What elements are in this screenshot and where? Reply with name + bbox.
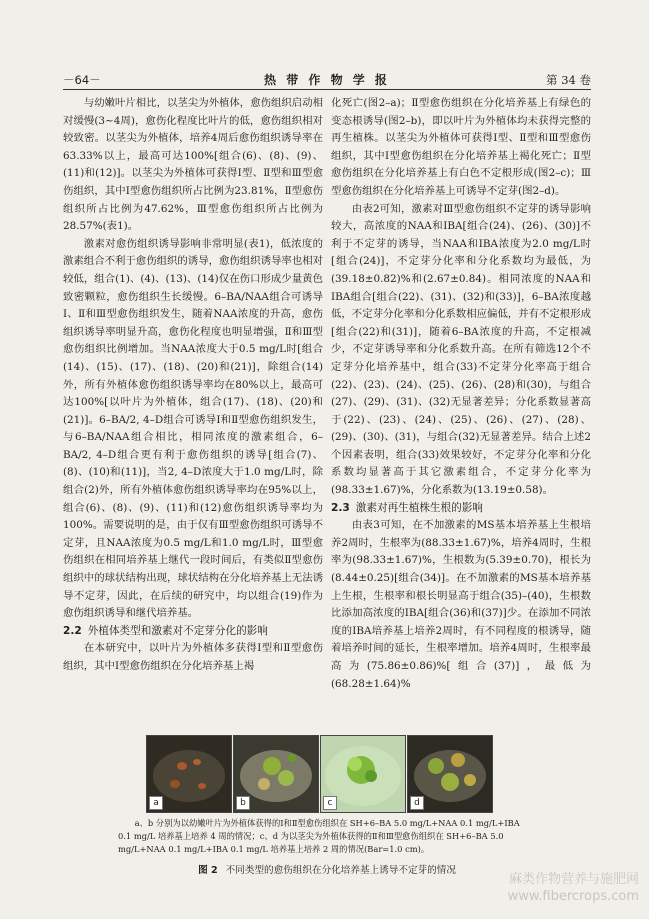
left-column: [63, 95, 323, 676]
section-number: 2.2: [63, 624, 82, 637]
section-title: 外植体类型和激素对不定芽分化的影响: [87, 624, 268, 637]
page-number: －64－: [63, 73, 101, 87]
photo-panel-c: [320, 735, 406, 813]
panel-label: b: [236, 796, 250, 810]
figure-photos: [146, 735, 492, 811]
section-number: 2.3: [331, 501, 350, 514]
panel-label: c: [323, 796, 337, 810]
photo-panel-d: [407, 735, 493, 813]
watermark-line: 麻类作物营养与施肥网: [508, 872, 639, 887]
photo-panel-b: [233, 735, 319, 813]
panel-label: a: [149, 796, 163, 810]
section-heading: [331, 500, 591, 518]
paragraph-continued: 化死亡(图2–a)；Ⅱ型愈伤组织在分化培养基上有绿色的变态根诱导(图2–b)，即以叶片为外植体均未获得完整的再生植株。以茎尖为外植体可获得Ⅰ型、Ⅱ型和Ⅲ型愈伤组织，其中Ⅰ型愈伤组织在分化培养基上褐化死亡；Ⅱ型愈伤组织在分化培养基上有白色不定根形成(图2–c)；Ⅲ型愈伤组织在分化培养基上可诱导不定芽(图2–d)。: [331, 97, 591, 197]
paragraph: 由表3可知，在不加激素的MS基本培养基上生根培养2周时，生根率为(88.33±1.67)%，培养4周时，生根率为(98.33±1.67)%，生根数为(5.39±0.70)，根长为(8.44±0.25)[组合(34)]。在不加激素的MS基本培养基上生根，生根率和根长明显高于组合(35)–(40)，生根数比添加高浓度的IBA[组合(36)和(37)]少。在添加不同浓度的IBA培养基上培养2周时，有不同程度的根诱导，随着培养时间的延长，生根率增加。培养4周时，生根率最高为(75.86±0.86)%[组合(37)]，最低为(68.28±1.64)%: [331, 519, 591, 690]
paragraph: 在本研究中，以叶片为外植体多获得Ⅰ型和Ⅱ型愈伤组织，其中Ⅰ型愈伤组织在分化培养基上褐: [63, 642, 323, 672]
section-heading: [63, 623, 323, 641]
volume-label: 第 34 卷: [546, 73, 591, 87]
journal-title: 热 带 作 物 学 报: [264, 73, 390, 87]
figure-number: 图 2: [198, 865, 218, 876]
figure-caption-text: 不同类型的愈伤组织在分化培养基上诱导不定芽的情况: [225, 865, 456, 876]
right-column: [331, 95, 591, 693]
paragraph: 与幼嫩叶片相比，以茎尖为外植体，愈伤组织启动相对缓慢(3~4周)，愈伤化程度比叶片的低，愈伤组织相对较致密。以茎尖为外植体，培养4周后愈伤组织诱导率在63.33%以上，最高可达100%[组合(6)、(8)、(9)、(11)和(12)]。以茎尖为外植体可获得Ⅰ型、Ⅱ型和Ⅲ型愈伤组织，其中Ⅰ型愈伤组织所占比例为23.81%，Ⅱ型愈伤组织所占比例为47.62%，Ⅲ型愈伤组织所占比例为28.57%(表1)。: [63, 97, 323, 233]
photo-panel-a: [146, 735, 232, 813]
section-title: 激素对再生植株生根的影响: [355, 501, 483, 514]
running-header: [63, 72, 591, 90]
watermark-url: www.fibercrops.com: [507, 889, 639, 904]
figure-note: [118, 817, 530, 856]
panel-label: d: [410, 796, 424, 810]
header-rule: [63, 89, 591, 90]
figure-note-text: a、b 分别为以幼嫩叶片为外植体获得的Ⅰ和Ⅱ型愈伤组织在 SH+6–BA 5.0 mg/L+NAA 0.1 mg/L+IBA 0.1 mg/L 培养基上培养 4 周的情况；c、d 为以茎尖为外植体获得的Ⅱ和Ⅲ型愈伤组织在 SH+6–BA 5.0 mg/L+NAA 0.1 mg/L+IBA 0.1 mg/L 培养基上培养 2 周的情况(Bar=1.0 cm)。: [118, 818, 520, 854]
watermark: [508, 871, 639, 905]
paragraph: 由表2可知，激素对Ⅲ型愈伤组织不定芽的诱导影响较大，高浓度的NAA和IBA[组合(24)、(26)、(30)]不利于不定芽的诱导，当NAA和IBA浓度为2.0 mg/L时[组合(24)]，不定芽分化率和分化系数均为最低，为(39.18±0.82)%和(2.67±0.84)。相同浓度的NAA和IBA组合[组合(22)、(31)、(32)和(33)]，6–BA浓度越低，不定芽分化率和分化系数相应偏低，并有不定根形成[组合(22)和(31)]，随着6–BA浓度的升高，不定根减少，不定芽诱导率和分化系数升高。在所有筛选12个不定芽分化培养基中，组合(33)不定芽分化率高于组合(22)、(23)、(24)、(25)、(26)、(28)和(30)，与组合(27)、(29)、(31)、(32)无显著差异；分化系数显著高于(22)、(23)、(24)、(25)、(26)、(27)、(28)、(29)、(30)、(31)，与组合(32)无显著差异。结合上述2个因素表明，组合(33)效果较好，不定芽分化率和分化系数均显著高于其它激素组合，不定芽分化率为(98.33±1.67)%，分化系数为(13.19±0.58)。: [331, 202, 591, 497]
paragraph: 激素对愈伤组织诱导影响非常明显(表1)，低浓度的激素组合不利于愈伤组织的诱导，愈伤组织诱导率也相对较低，组合(1)、(4)、(13)、(14)仅在伤口形成少量黄色致密颗粒，愈伤组织生长缓慢。6–BA/NAA组合可诱导Ⅰ、Ⅱ和Ⅲ型愈伤组织发生，随着NAA浓度的升高，愈伤组织诱导率明显升高，愈伤化程度也明显增强，Ⅱ和Ⅲ型愈伤组织比例增加。当NAA浓度大于0.5 mg/L时[组合(14)、(15)、(17)、(18)、(20)和(21)]，除组合(14)外，所有外植体愈伤组织诱导率均在80%以上，最高可达100%[以叶片为外植体，组合(17)、(18)、(20)和(21)]。6–BA/2, 4–D组合可诱导Ⅰ和Ⅱ型愈伤组织发生，与6–BA/NAA组合相比，相同浓度的激素组合，6–BA/2, 4–D组合更有利于愈伤组织的诱导[组合(7)、(8)、(10)和(11)]，当2, 4–D浓度大于1.0 mg/L时，除组合(2)外，所有外植体愈伤组织诱导率均在95%以上，组合(6)、(8)、(9)、(11)和(12)愈伤组织诱导率均为100%。需要说明的是，由于仅有Ⅲ型愈伤组织可诱导不定芽，且NAA浓度为0.5 mg/L和1.0 mg/L时，Ⅲ型愈伤组织在相同培养基上继代一段时间后，有类似Ⅱ型愈伤组织中的球状结构出现，球状结构在分化培养基上无法诱导不定芽，因此，在后续的研究中，均以组合(19)作为愈伤组织诱导和继代培养基。: [63, 237, 323, 620]
